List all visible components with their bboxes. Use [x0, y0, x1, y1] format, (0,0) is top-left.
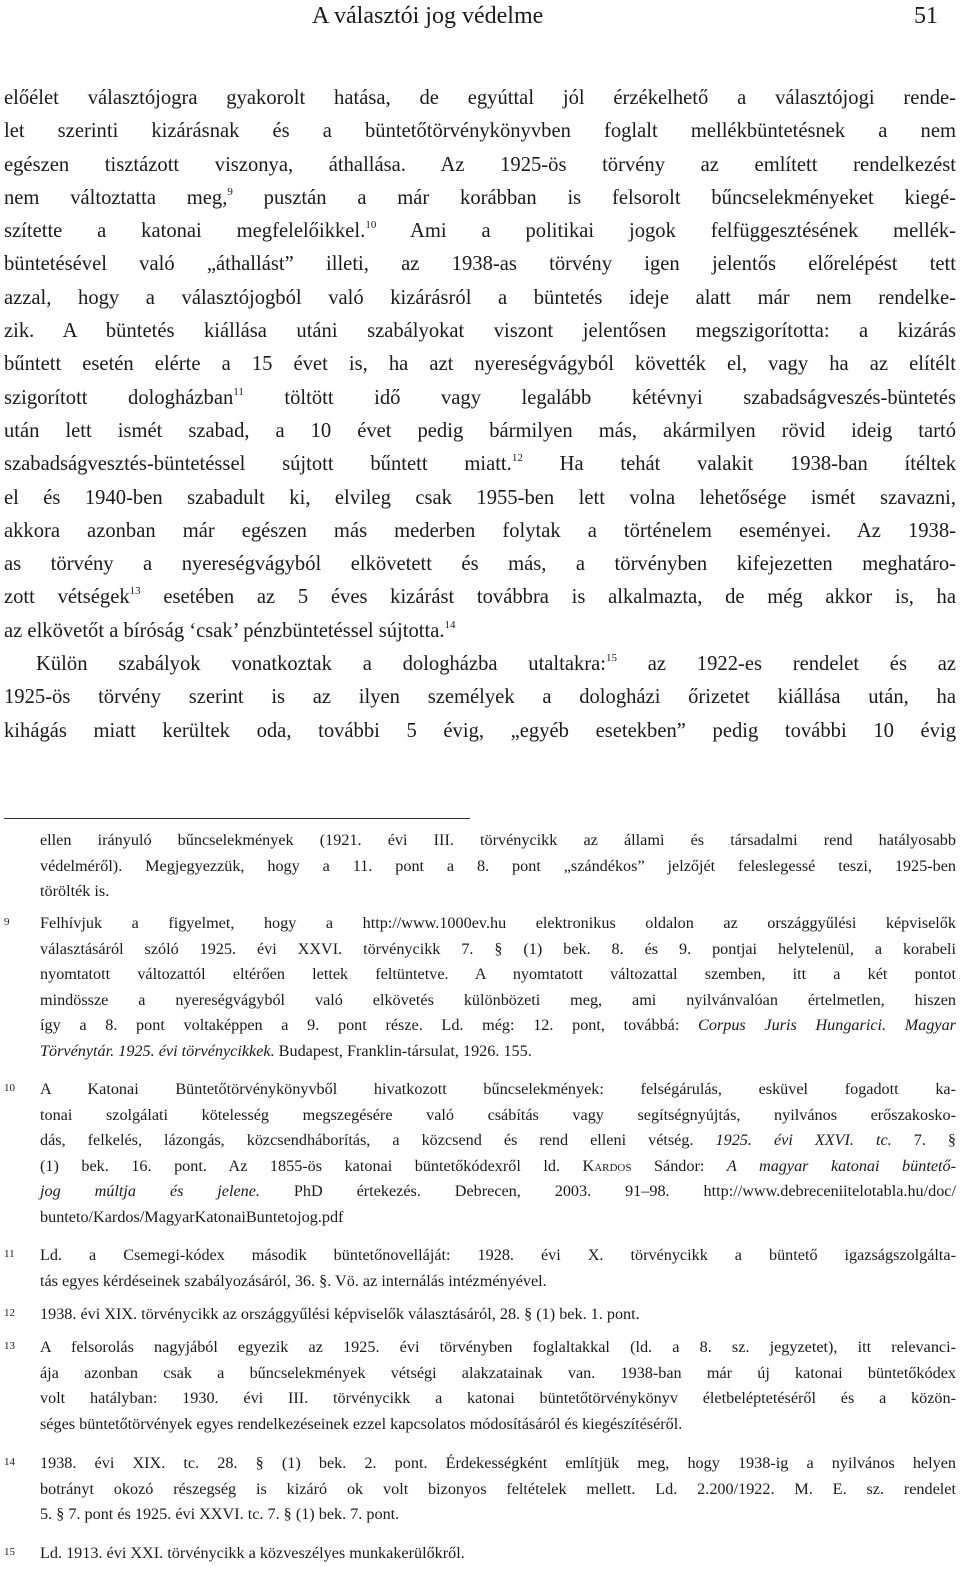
footnote-number: 14: [4, 1456, 15, 1468]
page-header: [0, 0, 960, 32]
footnote-continued: [40, 828, 956, 905]
footnote-number: 9: [4, 916, 10, 928]
footnote-line: Ld. 1913. évi XXI. törvénycikk a közveszélyes munkakerülőkről.: [40, 1544, 465, 1562]
footnote-line: A Katonai Büntetőtörvénykönyvből hivatkozott bűncselekmények: felségárulás, esküvel fogadott ka-: [40, 1080, 956, 1098]
footnote-line: tonai szolgálati kötelesség megszegésére való csábítás vagy segítségnyújtás, nyilvános erőszakosko-: [40, 1105, 956, 1124]
footnote-12: [40, 1302, 956, 1328]
footnote-10: [40, 1077, 956, 1231]
footnote-line: séges büntetőtörvények egyes rendelkezéseinek ezzel kapcsolatos módosításáról és kiegészítéséről.: [40, 1414, 683, 1433]
footnote-line: választásáról szóló 1925. évi XXVI. törvénycikk 7. § (1) bek. 8. és 9. pontjai helytelenül, a korabeli: [40, 939, 956, 958]
text-line: let szerinti kizárásnak és a büntetőtörvénykönyvben foglalt mellékbüntetésnek a nem: [4, 120, 956, 143]
footnote-number: 13: [4, 1340, 15, 1352]
footnote-number: 12: [4, 1307, 15, 1319]
footnote-ref[interactable]: 15: [606, 652, 618, 665]
text-line: egészen tisztázott viszonya, áthallása. Az 1925-ös törvény az említett rendelkezést: [4, 153, 956, 176]
footnote-line: törölték is.: [40, 882, 110, 901]
text-line: bűntett esetén elérte a 15 évet is, ha azt nyereségvágyból követték el, vagy ha az elítélt: [4, 353, 956, 376]
text-line: büntetésével való „áthallást” illeti, az 1938-as törvény igen jelentős előrelépést tett: [4, 253, 956, 276]
footnote-line: nyomtatott változattól eltérően lettek feltüntetve. A nyomtatott változattal szemben, itt a két pontot: [40, 965, 956, 984]
text-line: nem változtatta meg,$^9$ pusztán a már korábban is felsorolt bűncselekményeket kiegé-: [4, 185, 957, 209]
footnote-line: Ld. a Csemegi-kódex második büntetőnovelláját: 1928. évi X. törvénycikk a büntető igazságszolgálta-: [40, 1246, 956, 1264]
running-title: A választói jog védelme: [312, 3, 544, 29]
footnote-line: védelméről). Megjegyezzük, hogy a 11. pont a 8. pont „szándékos” jelzőjét feleslegessé teszi, 1925-ben: [40, 856, 956, 875]
footnote-line: így a 8. pont voltaképpen a 9. pont része. Ld. még: 12. pont, továbbá: Corpus Juris Hungarici. Magyar: [40, 1016, 956, 1035]
footnote-ref[interactable]: 12: [511, 452, 523, 465]
text-line: után lett ismét szabad, a 10 évet pedig bármilyen más, akármilyen rövid ideig tartó: [4, 419, 956, 442]
footnote-ref[interactable]: 14: [444, 618, 456, 631]
footnote-line: ája azonban csak a bűncselekmények vétségi alakzatainak van. 1938-ban már új katonai büntetőkódex: [40, 1363, 956, 1382]
footnote-ref[interactable]: 11: [233, 385, 244, 398]
footnote-line: dás, felkelés, lázongás, közcsendháborítás, a közcsend és rend elleni vétség. 1925. évi XXVI. tc. 7. §: [40, 1131, 956, 1150]
text-line: szigorított dologházban$^{11}$ töltött idő vagy legalább kétévnyi szabadságveszés-büntetés: [4, 385, 956, 409]
text-line: akkora azonban már egészen más mederben folytak a történelem eseményei. Az 1938-: [4, 519, 956, 542]
footnote-line: jog múltja és jelene. PhD értekezés. Debrecen, 2003. 91–98. http://www.debreceniitelotabla.hu/doc/: [40, 1182, 956, 1201]
footnote-line: mindössze a nyereségvágyból való elkövetés különbözeti meg, ami nyilvánvalóan értelmetlen, hiszen: [40, 990, 956, 1009]
text-line: kihágás miatt kerültek oda, további 5 évig, „egyéb esetekben” pedig további 10 évig: [4, 719, 956, 742]
footnote-number: 15: [4, 1546, 15, 1558]
footnote-11: [40, 1243, 956, 1294]
text-line: 1925-ös törvény szerint is az ilyen személyek a dologházi őrizetet kiállása után, ha: [4, 686, 956, 709]
text-line: as törvény a nyereségvágyból elkövetett és más, a törvényben kifejezetten meghatáro-: [4, 553, 956, 576]
footnote-line: A felsorolás nagyjából egyezik az 1925. évi törvényben foglaltakkal (ld. a 8. sz. jegyzetet), itt relevanci-: [40, 1338, 956, 1356]
footnote-13: [40, 1335, 956, 1437]
text-line: előélet választójogra gyakorolt hatása, de egyúttal jól érzékelhető a választójogi rende-: [4, 87, 956, 109]
footnote-line: Felhívjuk a figyelmet, hogy a http://www.1000ev.hu elektronikus oldalon az országgyűlési képviselők: [40, 914, 956, 932]
footnote-ref[interactable]: 9: [227, 185, 233, 198]
footnote-separator: [4, 818, 470, 819]
footnote-line: 1938. évi XIX. tc. 28. § (1) bek. 2. pont. Érdekességként említjük meg, hogy 1938-ig a nyilvános helyen: [40, 1454, 956, 1472]
text-line: szabadságvesztés-büntetéssel sújtott bűntett miatt.$^{12}$ Ha tehát valakit 1938-ban ítéltek: [4, 452, 957, 476]
footnote-line: tás egyes kérdéseinek szabályozásáról, 36. §. Vö. az internálás intézményével.: [40, 1271, 547, 1290]
text-line: zik. A büntetés kiállása utáni szabályokat viszont jelentősen megszigorította: a kizárás: [4, 320, 956, 343]
footnote-line: Törvénytár. 1925. évi törvénycikkek. Budapest, Franklin-társulat, 1926. 155.: [40, 1041, 532, 1060]
footnote-ref[interactable]: 13: [129, 585, 141, 598]
text-line: Külön szabályok vonatkoztak a dologházba utaltakra:$^{15}$ az 1922-es rendelet és az: [36, 652, 956, 676]
text-line: zott vétségek$^{13}$ esetében az 5 éves kizárást továbbra is alkalmazta, de még akkor is, ha: [4, 585, 956, 609]
footnote-number: 11: [4, 1248, 15, 1260]
footnote-line: bunteto/Kardos/MagyarKatonaiBuntetojog.pdf: [40, 1207, 344, 1226]
footnote-9: [40, 911, 956, 1065]
text-line: az elkövetőt a bíróság ‘csak’ pénzbüntetéssel sújtotta.$^{14}$: [4, 618, 456, 642]
footnote-ref[interactable]: 10: [365, 219, 377, 232]
footnote-line: botrányt okozó részegség is kizáró ok volt bizonyos feltételek mellett. Ld. 2.200/1922. M. E. sz. rendelet: [40, 1479, 956, 1498]
footnote-line: ellen irányuló bűncselekmények (1921. évi III. törvénycikk az állami és társadalmi rend hatályosabb: [40, 831, 956, 849]
footnote-14: [40, 1451, 956, 1528]
text-line: el és 1940-ben szabadult ki, elvileg csak 1955-ben lett volna lehetősége ismét szavazni,: [4, 486, 956, 509]
footnote-line: (1) bek. 16. pont. Az 1855-ös katonai büntetőkódexről ld. Kardos Sándor: A magyar katonai büntető-: [40, 1156, 956, 1175]
text-line: azzal, hogy a választójogból való kizárásról a büntetés ideje alatt már nem rendelke-: [4, 286, 956, 309]
footnote-line: volt hatályban: 1930. évi III. törvénycikk a katonai büntetőtörvénykönyv életbeléptetéséről és a közön-: [40, 1389, 956, 1408]
footnote-number: 10: [4, 1082, 15, 1094]
footnote-15: [40, 1541, 956, 1567]
footnote-line: 5. § 7. pont és 1925. évi XXVI. tc. 7. § (1) bek. 7. pont.: [40, 1505, 400, 1524]
text-line: szítette a katonai megfelelőikkel.$^{10}$ Ami a politikai jogok felfüggesztésének mellék-: [4, 219, 957, 243]
page-number: 51: [914, 3, 938, 29]
footnote-line: 1938. évi XIX. törvénycikk az országgyűlési képviselők választásáról, 28. § (1) bek. 1. pont.: [40, 1305, 640, 1323]
main-text: [4, 82, 956, 748]
